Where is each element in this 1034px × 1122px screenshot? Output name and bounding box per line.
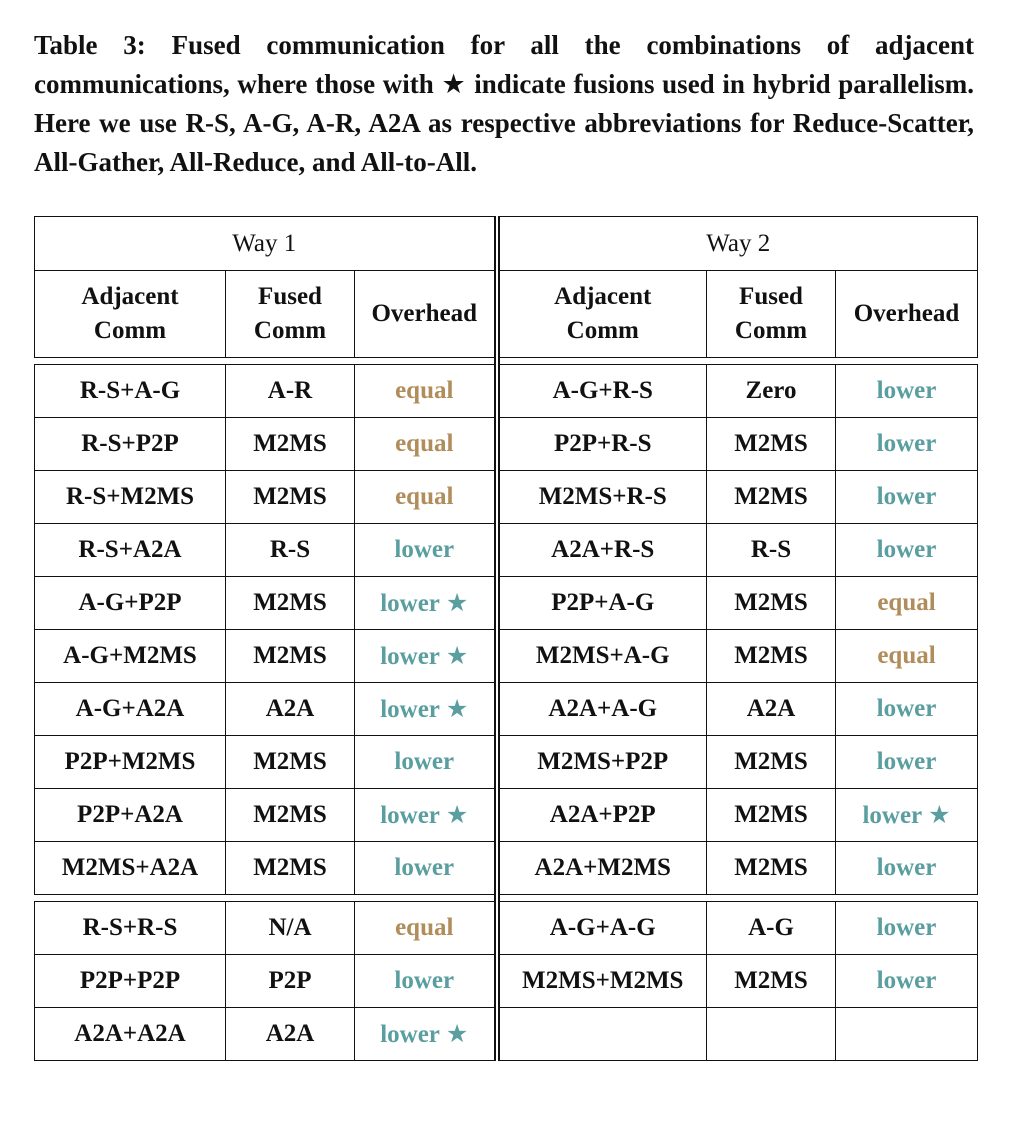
overhead-cell-text: lower [876,536,937,563]
overhead-cell [355,418,497,471]
adjacent-comm-cell [497,524,707,577]
overhead-cell [355,471,497,524]
fused-comm-cell [707,1008,836,1061]
table-row [35,418,978,471]
fused-comm-cell-text: M2MS [253,748,327,775]
separator-cell [355,358,497,365]
fused-comm-cell [707,736,836,789]
adjacent-comm-cell-text: M2MS+R-S [538,483,667,510]
adjacent-comm-cell [35,471,226,524]
adjacent-comm-cell-text: A-G+R-S [552,377,653,404]
adjacent-comm-cell [497,365,707,418]
fused-comm-cell [226,418,355,471]
fused-comm-cell-text: M2MS [734,642,808,669]
table-row [35,630,978,683]
overhead-cell-text: lower [876,854,937,881]
fused-comm-cell [226,683,355,736]
caption-text-after-star: indicate fusions used in hybrid parallelism. Here we use R-S, A-G, A-R, A2A as respective abbreviations for Reduce-Scatter, All-Gather, All-Reduce, and All-to-All. [34,69,975,177]
overhead-cell-text: lower [876,748,937,775]
overhead-cell-text: equal [395,914,454,941]
adjacent-comm-cell-text: P2P+A2A [77,801,183,828]
table-row [35,683,978,736]
fused-comm-cell-text: M2MS [253,801,327,828]
overhead-cell-text: lower [876,695,937,722]
group-separator [35,895,978,902]
adjacent-comm-cell-text: R-S+P2P [81,430,179,457]
separator-cell [836,358,978,365]
overhead-cell-text: lower [380,1021,440,1048]
table-row [35,902,978,955]
fused-comm-cell [707,842,836,895]
separator-cell [707,358,836,365]
separator-cell [497,358,707,365]
fused-comm-cell [226,1008,355,1061]
adjacent-comm-cell-text: A2A+R-S [551,536,655,563]
fused-comm-cell-text: M2MS [734,748,808,775]
fused-comm-cell-text: M2MS [253,589,327,616]
table-row [35,365,978,418]
overhead-cell [355,955,497,1008]
overhead-cell-text: lower [380,696,440,723]
adjacent-comm-cell [35,418,226,471]
adjacent-comm-cell [497,736,707,789]
overhead-cell [355,630,497,683]
star-icon: ★ [445,1021,469,1048]
overhead-cell-text: lower [394,967,455,994]
adjacent-comm-cell-text: A-G+A-G [549,914,656,941]
overhead-cell [836,524,978,577]
fused-comm-cell [226,630,355,683]
overhead-cell-text: lower [380,802,440,829]
separator-cell [35,358,226,365]
fused-comm-cell [226,524,355,577]
overhead-cell-text: lower [394,854,455,881]
fused-comm-cell [707,683,836,736]
fused-comm-cell-text: A-R [267,377,313,404]
adjacent-comm-cell-text: R-S+A-G [79,377,181,404]
adjacent-comm-cell [35,789,226,842]
star-icon: ★ [445,590,469,617]
col-fused-line1: Fused [739,283,803,310]
fused-comm-cell-text: M2MS [734,967,808,994]
adjacent-comm-cell [497,577,707,630]
fused-comm-cell-text: M2MS [253,642,327,669]
table-row [35,577,978,630]
star-icon: ★ [445,696,469,723]
col-adjacent-line1: Adjacent [554,283,652,310]
adjacent-comm-cell [497,630,707,683]
fused-comm-cell-text: M2MS [734,801,808,828]
fused-comm-cell [707,418,836,471]
adjacent-comm-cell [35,683,226,736]
table-caption [34,26,974,182]
table-row [35,842,978,895]
fused-comm-cell-text: M2MS [253,483,327,510]
fused-comm-cell [226,471,355,524]
adjacent-comm-cell-text: R-S+M2MS [65,483,195,510]
adjacent-comm-cell [35,736,226,789]
fused-comm-cell-text: M2MS [734,589,808,616]
overhead-cell [355,683,497,736]
adjacent-comm-cell-text: A-G+P2P [78,589,182,616]
fused-comm-cell [226,842,355,895]
adjacent-comm-cell-text: P2P+A-G [551,589,655,616]
fused-comm-cell [226,902,355,955]
table-row [35,524,978,577]
col-fused-line2: Comm [734,317,808,344]
overhead-cell-text: lower [876,483,937,510]
fused-comm-cell [707,630,836,683]
fused-comm-cell [226,955,355,1008]
fused-communication-table [34,216,978,1061]
fused-comm-cell-text: M2MS [734,430,808,457]
overhead-cell-text: lower [394,536,455,563]
way2-header: Way 2 [497,217,978,271]
w1-adjacent-comm-header [35,271,226,358]
w1-overhead-header: Overhead [355,271,497,358]
fused-comm-cell [707,955,836,1008]
adjacent-comm-cell-text: A2A+A2A [74,1020,186,1047]
separator-cell [497,895,707,902]
overhead-cell-text: lower [876,914,937,941]
table-row [35,471,978,524]
adjacent-comm-cell-text: A2A+A-G [548,695,658,722]
overhead-cell [355,789,497,842]
overhead-cell-text: equal [395,483,454,510]
star-icon: ★ [445,643,469,670]
adjacent-comm-cell [497,842,707,895]
overhead-cell-text: equal [395,430,454,457]
overhead-cell-text: lower [380,590,440,617]
overhead-cell [355,736,497,789]
fused-comm-cell-text: A2A [746,695,796,722]
adjacent-comm-cell-text: P2P+M2MS [64,748,196,775]
overhead-cell [836,842,978,895]
adjacent-comm-cell [35,1008,226,1061]
overhead-cell-text: lower [876,967,937,994]
overhead-cell [355,577,497,630]
overhead-cell [836,365,978,418]
adjacent-comm-cell [35,842,226,895]
fused-comm-cell-text: R-S [269,536,311,563]
way1-header: Way 1 [35,217,497,271]
overhead-cell [836,471,978,524]
overhead-cell [355,365,497,418]
adjacent-comm-cell-text: M2MS+P2P [537,748,669,775]
adjacent-comm-cell-text: R-S+R-S [82,914,178,941]
table-body [35,358,978,1061]
overhead-cell-text: equal [877,642,936,669]
separator-cell [707,895,836,902]
overhead-cell-text: equal [877,589,936,616]
adjacent-comm-cell-text: P2P+P2P [79,967,181,994]
overhead-cell [836,789,978,842]
adjacent-comm-cell [35,902,226,955]
adjacent-comm-cell-text: A-G+A2A [75,695,185,722]
adjacent-comm-cell [497,683,707,736]
fused-comm-cell [707,902,836,955]
adjacent-comm-cell [497,902,707,955]
w2-fused-comm-header [707,271,836,358]
fused-comm-cell [226,577,355,630]
fused-comm-cell [226,736,355,789]
overhead-cell [836,1008,978,1061]
fused-comm-cell-text: R-S [750,536,792,563]
overhead-cell-text: lower [876,430,937,457]
fused-comm-cell [707,471,836,524]
overhead-cell-text: lower [380,643,440,670]
fused-comm-cell-text: A-G [748,914,794,941]
overhead-cell-text: lower [862,802,923,829]
adjacent-comm-cell-text: P2P+R-S [553,430,652,457]
col-adjacent-line2: Comm [566,317,639,344]
w1-fused-comm-header [226,271,355,358]
fused-comm-cell-text: N/A [268,914,312,941]
overhead-cell [355,842,497,895]
w2-adjacent-comm-header [497,271,707,358]
col-fused-line1: Fused [258,283,322,310]
fused-comm-cell [707,789,836,842]
fused-comm-cell-text: A2A [265,1020,315,1047]
group-separator [35,358,978,365]
overhead-cell [836,418,978,471]
separator-cell [355,895,497,902]
w2-overhead-header: Overhead [836,271,978,358]
adjacent-comm-cell [35,524,226,577]
fused-comm-cell-text: Zero [745,377,797,404]
overhead-cell [836,902,978,955]
overhead-cell [355,524,497,577]
adjacent-comm-cell [35,577,226,630]
adjacent-comm-cell [497,1008,707,1061]
adjacent-comm-cell-text: R-S+A2A [78,536,182,563]
table-row [35,955,978,1008]
overhead-cell [355,902,497,955]
col-adjacent-line2: Comm [93,317,167,344]
star-icon: ★ [441,69,467,99]
fused-comm-cell [226,365,355,418]
fused-comm-cell-text: P2P [268,967,312,994]
overhead-cell [836,955,978,1008]
table-row [35,736,978,789]
table-row [35,789,978,842]
overhead-cell [836,630,978,683]
adjacent-comm-cell-text: M2MS+M2MS [522,967,684,994]
overhead-cell [836,577,978,630]
col-fused-line2: Comm [253,317,327,344]
adjacent-comm-cell-text: M2MS+A-G [535,642,670,669]
column-header-row [35,271,978,358]
adjacent-comm-cell [35,955,226,1008]
table-row [35,1008,978,1061]
col-adjacent-line1: Adjacent [81,283,179,310]
fused-comm-cell-text: M2MS [734,483,808,510]
fused-comm-cell [707,577,836,630]
adjacent-comm-cell-text: A2A+P2P [549,801,656,828]
fused-comm-cell-text: M2MS [253,430,327,457]
separator-cell [35,895,226,902]
separator-cell [836,895,978,902]
fused-comm-cell-text: M2MS [253,854,327,881]
fused-comm-cell [226,789,355,842]
star-icon: ★ [928,802,951,829]
overhead-cell-text: lower [876,377,937,404]
separator-cell [226,895,355,902]
overhead-cell [355,1008,497,1061]
fused-comm-cell [707,365,836,418]
star-icon: ★ [445,802,469,829]
overhead-cell-text: equal [395,377,454,404]
adjacent-comm-cell [35,365,226,418]
adjacent-comm-cell-text: A-G+M2MS [63,642,197,669]
separator-cell [226,358,355,365]
caption-text-before-star: Table 3: Fused communication for all the combinations of adjacent communications, where those with [34,30,974,99]
fused-comm-cell-text: A2A [265,695,315,722]
adjacent-comm-cell-text: A2A+M2MS [534,854,671,881]
overhead-cell [836,736,978,789]
adjacent-comm-cell [497,418,707,471]
adjacent-comm-cell [497,789,707,842]
fused-comm-cell-text: M2MS [734,854,808,881]
way-header-row [35,217,978,271]
overhead-cell-text: lower [394,748,455,775]
overhead-cell [836,683,978,736]
adjacent-comm-cell [497,471,707,524]
adjacent-comm-cell-text: M2MS+A2A [61,854,199,881]
adjacent-comm-cell [35,630,226,683]
adjacent-comm-cell [497,955,707,1008]
fused-comm-cell [707,524,836,577]
